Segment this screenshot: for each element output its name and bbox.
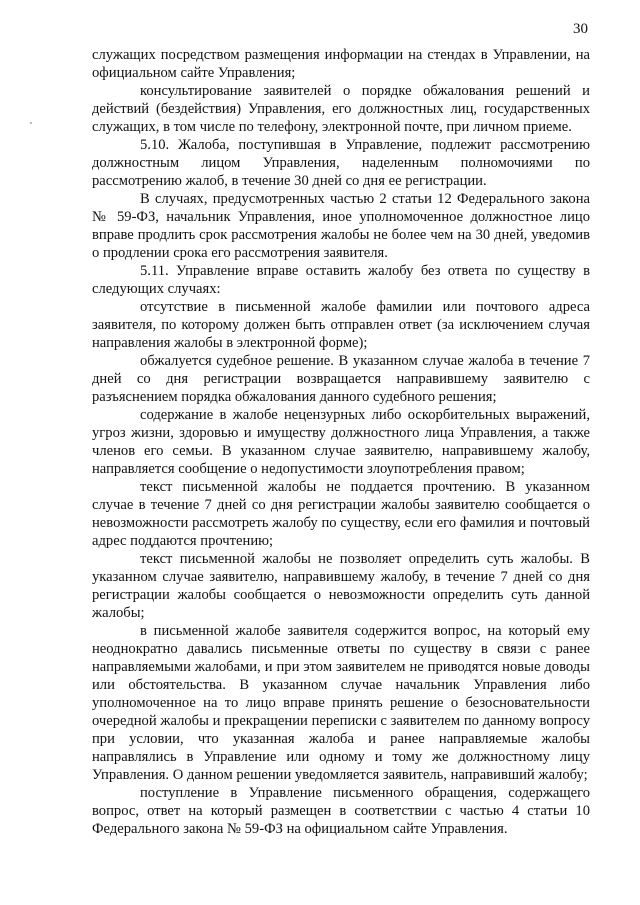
document-body	[92, 46, 590, 838]
paragraph: 5.10. Жалоба, поступившая в Управление, подлежит рассмотрению должностным лицом Управления, наделенным полномочиями по рассмотрению жалоб, в течение 30 дней со дня ее регистрации.	[92, 137, 590, 189]
paragraph: консультирование заявителей о порядке обжалования решений и действий (бездействия) Управления, его должностных лиц, государственных служащих, в том числе по телефону, электронной почте, при личном приеме.	[92, 83, 590, 135]
paragraph: обжалуется судебное решение. В указанном случае жалоба в течение 7 дней со дня регистрации возвращается направившему заявителю с разъяснением порядка обжалования данного судебного решения;	[92, 353, 590, 405]
paragraph: отсутствие в письменной жалобе фамилии или почтового адреса заявителя, по которому должен быть отправлен ответ (за исключением случая направления жалобы в электронной форме);	[92, 299, 590, 351]
paragraph: служащих посредством размещения информации на стендах в Управлении, на официальном сайте Управления;	[92, 47, 590, 81]
paragraph: В случаях, предусмотренных частью 2 статьи 12 Федерального закона № 59-ФЗ, начальник Управления, иное уполномоченное должностное лицо вправе продлить срок рассмотрения жалобы не более чем на 30 дней, уведомив о продлении срока его рассмотрения заявителя.	[92, 191, 590, 261]
page-number: 30	[573, 21, 588, 37]
paragraph: текст письменной жалобы не поддается прочтению. В указанном случае в течение 7 дней со дня регистрации жалобы заявителю сообщается о невозможности рассмотреть жалобу по существу, если его фамилия и почтовый адрес поддаются прочтению;	[92, 479, 590, 549]
paragraph: поступление в Управление письменного обращения, содержащего вопрос, ответ на который размещен в соответствии с частью 4 статьи 10 Федерального закона № 59-ФЗ на официальном сайте Управления.	[92, 785, 590, 837]
paragraph: содержание в жалобе нецензурных либо оскорбительных выражений, угроз жизни, здоровью и имуществу должностного лица Управления, а также членов его семьи. В указанном случае заявителю, направившему жалобу, направляется сообщение о недопустимости злоупотребления правом;	[92, 407, 590, 477]
paragraph: текст письменной жалобы не позволяет определить суть жалобы. В указанном случае заявителю, направившему жалобу, в течение 7 дней со дня регистрации жалобы сообщается о невозможности определить суть данной жалобы;	[92, 551, 590, 621]
paragraph: 5.11. Управление вправе оставить жалобу без ответа по существу в следующих случаях:	[92, 263, 590, 297]
paragraph: в письменной жалобе заявителя содержится вопрос, на который ему неоднократно давались письменные ответы по существу в связи с ранее направляемыми жалобами, и при этом заявителем не приводятся новые доводы или обстоятельства. В указанном случае начальник Управления либо уполномоченное на то лицо вправе принять решение о безосновательности очередной жалобы и прекращении переписки с заявителем по данному вопросу при условии, что указанная жалоба и ранее направляемые жалобы направлялись в Управление или одному и тому же должностному лицу Управления. О данном решении уведомляется заявитель, направивший жалобу;	[92, 623, 590, 783]
scan-mark	[30, 122, 32, 124]
